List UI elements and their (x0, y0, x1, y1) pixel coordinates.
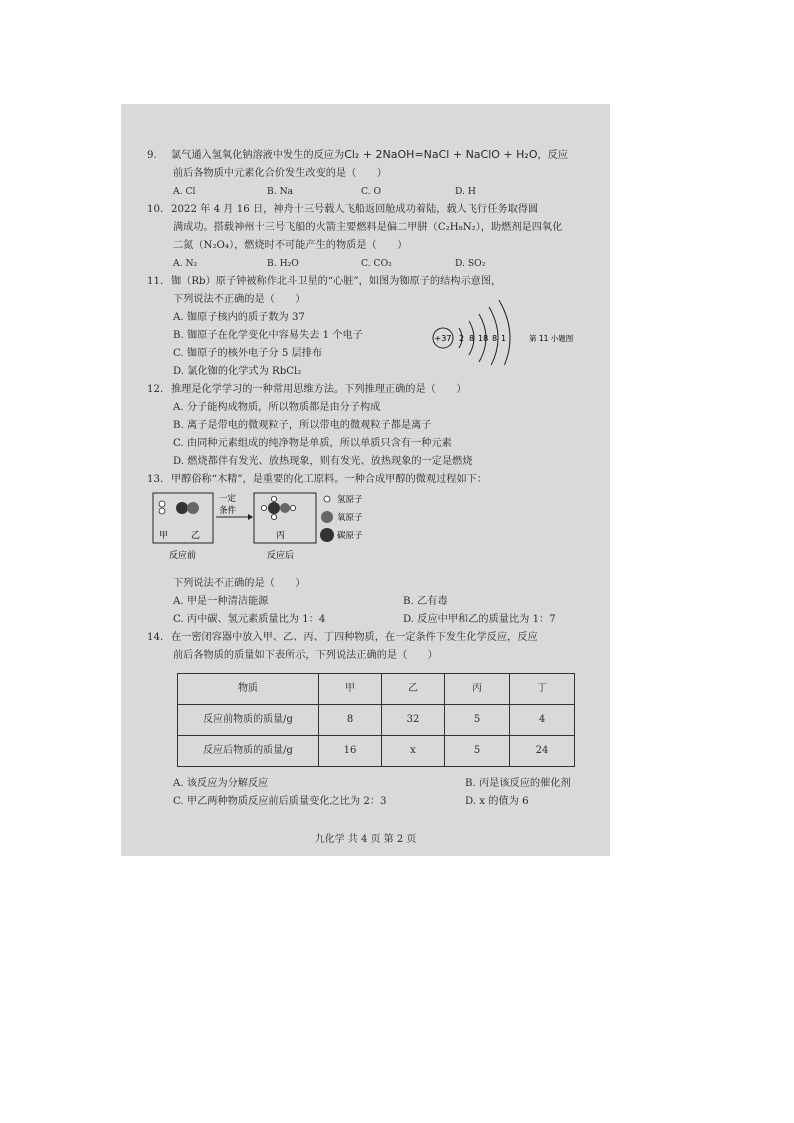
option-b: B. 铷原子在化学变化中容易失去 1 个电子 (173, 330, 363, 341)
shell-electrons-2: 8 (469, 334, 475, 343)
shell-electrons-1: 2 (459, 334, 465, 343)
table-row (178, 736, 575, 767)
reaction-arrowhead (248, 514, 253, 520)
carbon-atom (176, 502, 188, 514)
before-caption: 反应前 (169, 551, 197, 561)
question-12 (149, 381, 593, 471)
question-number: 10. (147, 204, 164, 215)
option-c: C. O (361, 186, 382, 197)
mass-data-table (177, 673, 575, 767)
option-a: A. N₂ (173, 258, 198, 269)
question-stem: 氯气通入氢氧化钠溶液中发生的反应为 (171, 150, 345, 161)
table-header: 丙 (445, 674, 510, 705)
shell-electrons-5: 1 (501, 334, 507, 343)
question-14 (149, 629, 593, 811)
question-9 (149, 146, 593, 201)
question-stem-line: 下列说法不正确的是（ ） (173, 294, 306, 305)
table-header: 甲 (319, 674, 382, 705)
table-header: 物质 (178, 674, 319, 705)
question-number: 11. (147, 276, 164, 287)
question-stem-line: 前后各物质的质量如下表所示，下列说法正确的是（ ） (173, 650, 438, 661)
label-bing: 丙 (276, 531, 286, 541)
option-c: C. 铷原子的核外电子分 5 层排布 (173, 348, 323, 359)
option-d: D. H (455, 186, 476, 197)
options-row-2 (149, 793, 593, 811)
option-b: B. 离子是带电的微观粒子，所以带电的微观粒子都是离子 (173, 420, 432, 431)
question-13 (149, 471, 593, 629)
hydrogen-atom (271, 496, 276, 501)
question-stem-line: 前后各物质中元素化合价发生改变的是（ ） (173, 168, 387, 179)
nucleus-charge: +37 (434, 334, 452, 343)
reaction-micro-diagram (149, 489, 593, 575)
shell-electrons-4: 8 (492, 334, 498, 343)
electron-shell-5 (499, 300, 510, 365)
option-d: D. 反应中甲和乙的质量比为 1：7 (403, 614, 556, 625)
legend-oxygen-icon (321, 511, 333, 523)
option-c: C. CO₂ (361, 258, 392, 269)
question-number: 12. (147, 384, 164, 395)
question-line: 下列说法不正确的是（ ） (173, 578, 306, 589)
table-cell: 8 (319, 705, 382, 736)
table-cell: 16 (319, 736, 382, 767)
page-footer: 九化学 共 4 页 第 2 页 (314, 834, 417, 845)
option-d: D. x 的值为 6 (465, 796, 529, 807)
question-10 (149, 201, 593, 273)
condition-line-1: 一定 (219, 494, 237, 504)
table-cell: x (382, 736, 445, 767)
question-stem-end: ，反应 (537, 150, 569, 161)
after-caption: 反应后 (267, 551, 295, 561)
option-a: A. 分子能构成物质，所以物质都是由分子构成 (173, 402, 381, 413)
options-row-1 (149, 775, 593, 793)
option-c: C. 甲乙两种物质反应前后质量变化之比为 2：3 (173, 796, 387, 807)
table-cell: 反应后物质的质量/g (178, 736, 319, 767)
shell-electrons-3: 18 (478, 334, 489, 343)
question-stem-line: 二氮（N₂O₄），燃烧时不可能产生的物质是（ ） (173, 240, 408, 251)
option-c: C. 由同种元素组成的纯净物是单质，所以单质只含有一种元素 (173, 438, 452, 449)
table-cell: 反应前物质的质量/g (178, 705, 319, 736)
table-header: 丁 (510, 674, 575, 705)
option-a: A. Cl (173, 186, 196, 197)
hydrogen-atom (159, 501, 165, 507)
legend-hydrogen-icon (324, 496, 330, 502)
table-cell: 5 (445, 705, 510, 736)
options-row-1 (149, 593, 593, 611)
question-stem: 2022 年 4 月 16 日，神舟十三号载人飞船返回舱成功着陆，载人飞行任务取得圆 (171, 204, 539, 215)
oxygen-atom (187, 502, 199, 514)
reaction-diagram-svg (149, 489, 409, 575)
condition-line-2: 条件 (219, 506, 237, 516)
options-row (149, 255, 593, 273)
option-a: A. 甲是一种清洁能源 (173, 596, 269, 607)
table-cell: 32 (382, 705, 445, 736)
question-number: 13. (147, 474, 164, 485)
label-jia: 甲 (159, 531, 169, 541)
option-d: D. 燃烧都伴有发光、放热现象，则有发光、放热现象的一定是燃烧 (173, 456, 473, 467)
option-a: A. 铷原子核内的质子数为 37 (173, 312, 305, 323)
option-b: B. 乙有毒 (403, 596, 448, 607)
hydrogen-atom (159, 508, 165, 514)
rubidium-atom-structure-diagram (429, 295, 599, 365)
question-stem-line: 满成功。搭载神州十三号飞船的火箭主要燃料是偏二甲肼（C₂H₈N₂），助燃剂是四氧化 (173, 222, 563, 233)
options-row (149, 183, 593, 201)
question-stem: 推理是化学学习的一种常用思维方法。下列推理正确的是（ ） (171, 384, 467, 395)
carbon-atom (268, 502, 280, 514)
question-number: 14. (147, 632, 164, 643)
question-number: 9. (147, 150, 157, 161)
question-stem: 甲醇俗称“木精”，是重要的化工原料。一种合成甲醇的微观过程如下： (171, 474, 488, 485)
figure-caption: 第 11 小题图 (529, 334, 574, 343)
legend-hydrogen-label: 氢原子 (337, 495, 363, 505)
legend-carbon-icon (320, 528, 334, 542)
chemical-equation: Cl₂ + 2NaOH=NaCl + NaClO + H₂O (344, 148, 538, 161)
hydrogen-atom (271, 514, 276, 519)
question-stem: 在一密闭容器中放入甲、乙、丙、丁四种物质，在一定条件下发生化学反应，反应 (171, 632, 538, 643)
question-stem: 铷（Rb）原子钟被称作北斗卫星的“心脏”，如图为铷原子的结构示意图， (171, 276, 502, 287)
hydrogen-atom (290, 505, 295, 510)
option-d: D. SO₂ (455, 258, 486, 269)
oxygen-atom (280, 503, 290, 513)
scanned-exam-page (121, 104, 610, 856)
legend-oxygen-label: 氧原子 (337, 513, 363, 523)
table-cell: 24 (510, 736, 575, 767)
option-c: C. 丙中碳、氢元素质量比为 1：4 (173, 614, 326, 625)
option-b: B. Na (267, 186, 294, 197)
hydrogen-atom (261, 505, 266, 510)
options-row-2 (149, 611, 593, 629)
legend-carbon-label: 碳原子 (337, 531, 363, 541)
table-header: 乙 (382, 674, 445, 705)
table-cell: 5 (445, 736, 510, 767)
option-b: B. 丙是该反应的催化剂 (465, 778, 571, 789)
question-content (149, 146, 593, 811)
table-cell: 4 (510, 705, 575, 736)
option-a: A. 该反应为分解反应 (173, 778, 269, 789)
question-11 (149, 273, 593, 381)
option-d: D. 氯化铷的化学式为 RbCl₂ (173, 366, 302, 377)
option-b: B. H₂O (267, 258, 299, 269)
table-row (178, 705, 575, 736)
table-header-row (178, 674, 575, 705)
label-yi: 乙 (191, 531, 201, 541)
